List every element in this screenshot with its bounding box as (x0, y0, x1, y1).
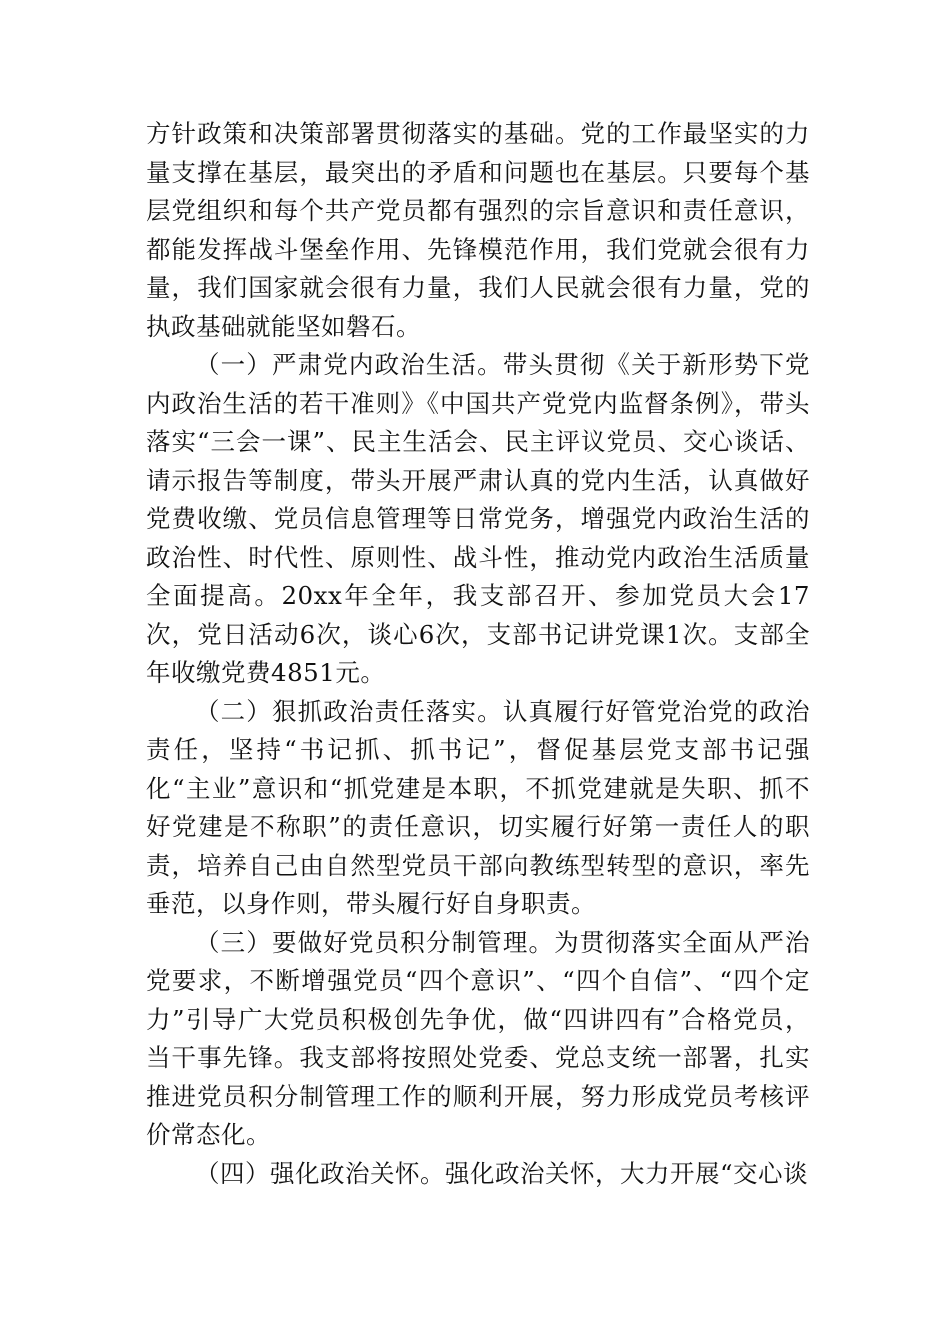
paragraph-party-foundation: 方针政策和决策部署贯彻落实的基础。党的工作最坚实的力量支撑在基层，最突出的矛盾和问题也在基层。只要每个基层党组织和每个共产党员都有强烈的宗旨意识和责任意识，都能发挥战斗堡垒作用、先锋模范作用，我们党就会很有力量，我们国家就会很有力量，我们人民就会很有力量，党的执政基础就能坚如磐石。 (146, 119, 810, 341)
paragraph-political-responsibility: （二）狠抓政治责任落实。认真履行好管党治党的政治责任，坚持“书记抓、抓书记”，督促基层党支部书记强化“主业”意识和“抓党建是本职，不抓党建就是失职、抓不好党建是不称职”的责任意识，切实履行好第一责任人的职责，培养自己由自然型党员干部向教练型转型的意识，率先垂范，以身作则，带头履行好自身职责。 (146, 696, 810, 918)
paragraph-political-care: （四）强化政治关怀。强化政治关怀，大力开展“交心谈 (195, 1158, 809, 1188)
paragraph-political-life: （一）严肃党内政治生活。带头贯彻《关于新形势下党内政治生活的若干准则》《中国共产党党内监督条例》，带头落实“三会一课”、民主生活会、民主评议党员、交心谈话、请示报告等制度，带头开展严肃认真的党内生活，认真做好党费收缴、党员信息管理等日常党务，增强党内政治生活的政治性、时代性、原则性、战斗性，推动党内政治生活质量全面提高。20xx年全年，我支部召开、参加党员大会17次，党日活动6次，谈心6次，支部书记讲党课1次。支部全年收缴党费4851元。 (146, 350, 810, 687)
paragraph-points-management: （三）要做好党员积分制管理。为贯彻落实全面从严治党要求，不断增强党员“四个意识”、“四个自信”、“四个定力”引导广大党员积极创先争优，做“四讲四有”合格党员，当干事先锋。我支部将按照处党委、党总支统一部署，扎实推进党员积分制管理工作的顺利开展，努力形成党员考核评价常态化。 (146, 927, 810, 1149)
document-body (146, 115, 810, 1193)
